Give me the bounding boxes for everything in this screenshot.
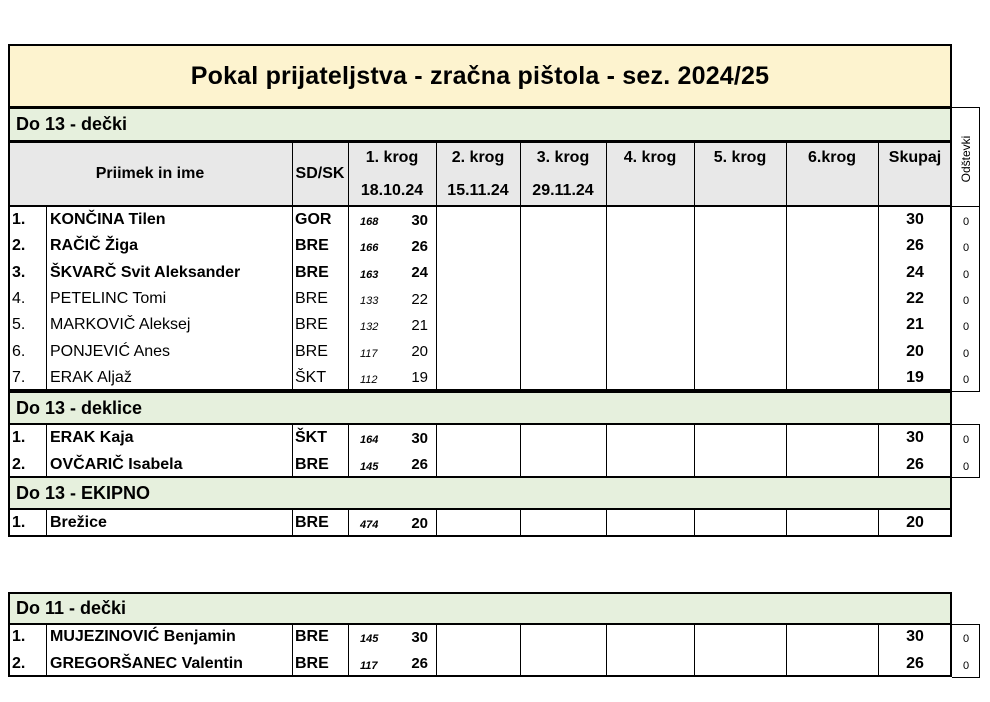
grid-line [786,624,787,677]
athlete-name: ERAK Kaja [50,429,134,447]
grid-line [694,207,695,391]
athlete-name: PONJEVIĆ Anes [50,342,171,360]
round-1-score: 145 [360,633,379,646]
deduction-value: 0 [962,242,970,255]
total-points: 22 [906,290,924,308]
total-points: 26 [906,455,924,473]
grid-line [436,425,437,478]
athlete-name: Brežice [50,514,107,531]
athlete-name: OVČARIČ Isabela [50,455,183,473]
grid-line [348,141,349,207]
column-header-date: 29.11.24 [532,181,594,199]
column-header-date: 15.11.24 [447,181,509,199]
deduction-value: 0 [962,268,970,281]
grid-line [292,425,293,478]
grid-line [694,624,695,677]
deduction-value: 0 [962,321,970,334]
column-header-date: 18.10.24 [360,181,424,199]
grid-line [292,207,293,391]
club-code: ŠKT [295,368,327,386]
round-1-points: 24 [411,264,428,282]
total-points: 20 [906,514,924,531]
athlete-name: MUJEZINOVIĆ Benjamin [50,628,236,646]
round-1-score: 133 [360,295,379,308]
grid-line [46,624,47,677]
section-title: Do 13 - deklice [8,391,952,425]
grid-line [348,425,349,478]
round-1-score: 163 [360,268,379,281]
deduction-value: 0 [962,373,970,386]
athlete-name: KONČINA Tilen [50,211,166,229]
round-1-score: 164 [360,434,379,447]
row-rank: 1. [12,211,26,229]
total-points: 26 [906,237,924,255]
row-rank: 3. [12,263,26,281]
row-rank: 4. [12,290,26,308]
club-code: BRE [295,263,329,281]
grid-line [46,509,47,537]
grid-line [694,509,695,537]
total-points: 30 [906,211,924,229]
deduction-value: 0 [962,295,970,308]
grid-line [46,425,47,478]
round-1-score: 166 [360,242,379,255]
grid-line [46,207,47,391]
round-1-points: 19 [411,369,428,387]
grid-line [436,207,437,391]
club-code: BRE [295,237,329,255]
section-title: Do 13 - EKIPNO [8,476,952,510]
total-points: 26 [906,654,924,672]
round-1-score: 168 [360,216,379,229]
row-rank: 6. [12,342,26,360]
round-1-points: 20 [411,514,428,532]
column-header-round: 2. krog [451,148,505,166]
round-1-points: 26 [411,655,428,673]
row-rank: 2. [12,654,26,672]
row-rank: 1. [12,514,26,531]
column-header-total: Skupaj [888,148,942,166]
round-1-points: 30 [411,628,428,646]
athlete-name: ŠKVARČ Svit Aleksander [50,263,241,281]
round-1-points: 26 [411,456,428,474]
total-points: 20 [906,342,924,360]
row-rank: 2. [12,455,26,473]
round-1-points: 30 [411,429,428,447]
round-1-score: 117 [360,659,378,672]
column-header-round: 3. krog [536,148,590,166]
grid-line [520,624,521,677]
grid-line [606,141,607,207]
round-1-points: 30 [411,211,428,229]
grid-line [292,509,293,537]
round-1-score: 112 [360,373,378,386]
grid-line [786,141,787,207]
section-title: Do 11 - dečki [8,592,952,625]
round-1-points: 22 [411,290,428,308]
column-header-round: 6.krog [807,148,856,166]
round-1-score: 132 [360,321,379,334]
grid-line [520,425,521,478]
column-header-name: Priimek in ime [95,165,205,182]
round-1-score: 145 [360,460,379,473]
grid-line [694,425,695,478]
athlete-name: ERAK Aljaž [50,368,132,386]
grid-line [348,207,349,391]
section-title: Do 13 - dečki [8,107,952,142]
round-1-points: 21 [411,316,428,334]
total-points: 21 [906,316,924,334]
grid-line [520,141,521,207]
row-rank: 7. [12,368,26,386]
athlete-name: PETELINC Tomi [50,290,167,308]
grid-line [606,207,607,391]
deduction-value: 0 [962,633,970,646]
grid-line [292,141,293,207]
grid-line [348,509,349,537]
deduction-value: 0 [962,659,970,672]
grid-line [606,509,607,537]
grid-line [520,207,521,391]
total-points: 30 [906,429,924,447]
total-points: 24 [906,263,924,281]
club-code: BRE [295,290,328,308]
round-1-score: 117 [360,347,378,360]
page-title: Pokal prijateljstva - zračna pištola - sez. 2024/25 [8,44,952,108]
total-points: 30 [906,628,924,646]
grid-line [520,509,521,537]
grid-line [348,624,349,677]
round-1-points: 26 [411,237,428,255]
grid-line [436,141,437,207]
total-points: 19 [906,368,924,386]
club-code: BRE [295,628,329,646]
round-1-score: 474 [360,519,379,531]
deduction-value: 0 [962,434,970,447]
grid-line [786,207,787,391]
grid-line [878,141,879,207]
column-header-club: SD/SK [295,165,345,182]
club-code: ŠKT [295,429,327,447]
grid-line [694,141,695,207]
club-code: BRE [295,514,329,531]
grid-line [786,509,787,537]
row-rank: 2. [12,237,26,255]
column-header-round: 5. krog [713,148,767,166]
grid-line [436,509,437,537]
club-code: BRE [295,654,329,672]
grid-line [606,425,607,478]
club-code: GOR [295,211,332,229]
grid-line [292,624,293,677]
column-header-round: 1. krog [365,148,419,166]
column-header-round: 4. krog [623,148,677,166]
club-code: BRE [295,455,329,473]
row-rank: 5. [12,316,26,334]
deduction-value: 0 [962,216,970,229]
club-code: BRE [295,316,328,334]
column-header-deductions: Odštevki [959,135,973,183]
grid-line [606,624,607,677]
deduction-value: 0 [962,347,970,360]
club-code: BRE [295,342,328,360]
round-1-points: 20 [411,343,428,361]
grid-line [436,624,437,677]
row-rank: 1. [12,429,26,447]
row-rank: 1. [12,628,26,646]
athlete-name: MARKOVIČ Aleksej [50,316,191,334]
athlete-name: RAČIČ Žiga [50,237,138,255]
athlete-name: GREGORŠANEC Valentin [50,654,243,672]
grid-line [786,425,787,478]
deduction-value: 0 [962,460,970,473]
